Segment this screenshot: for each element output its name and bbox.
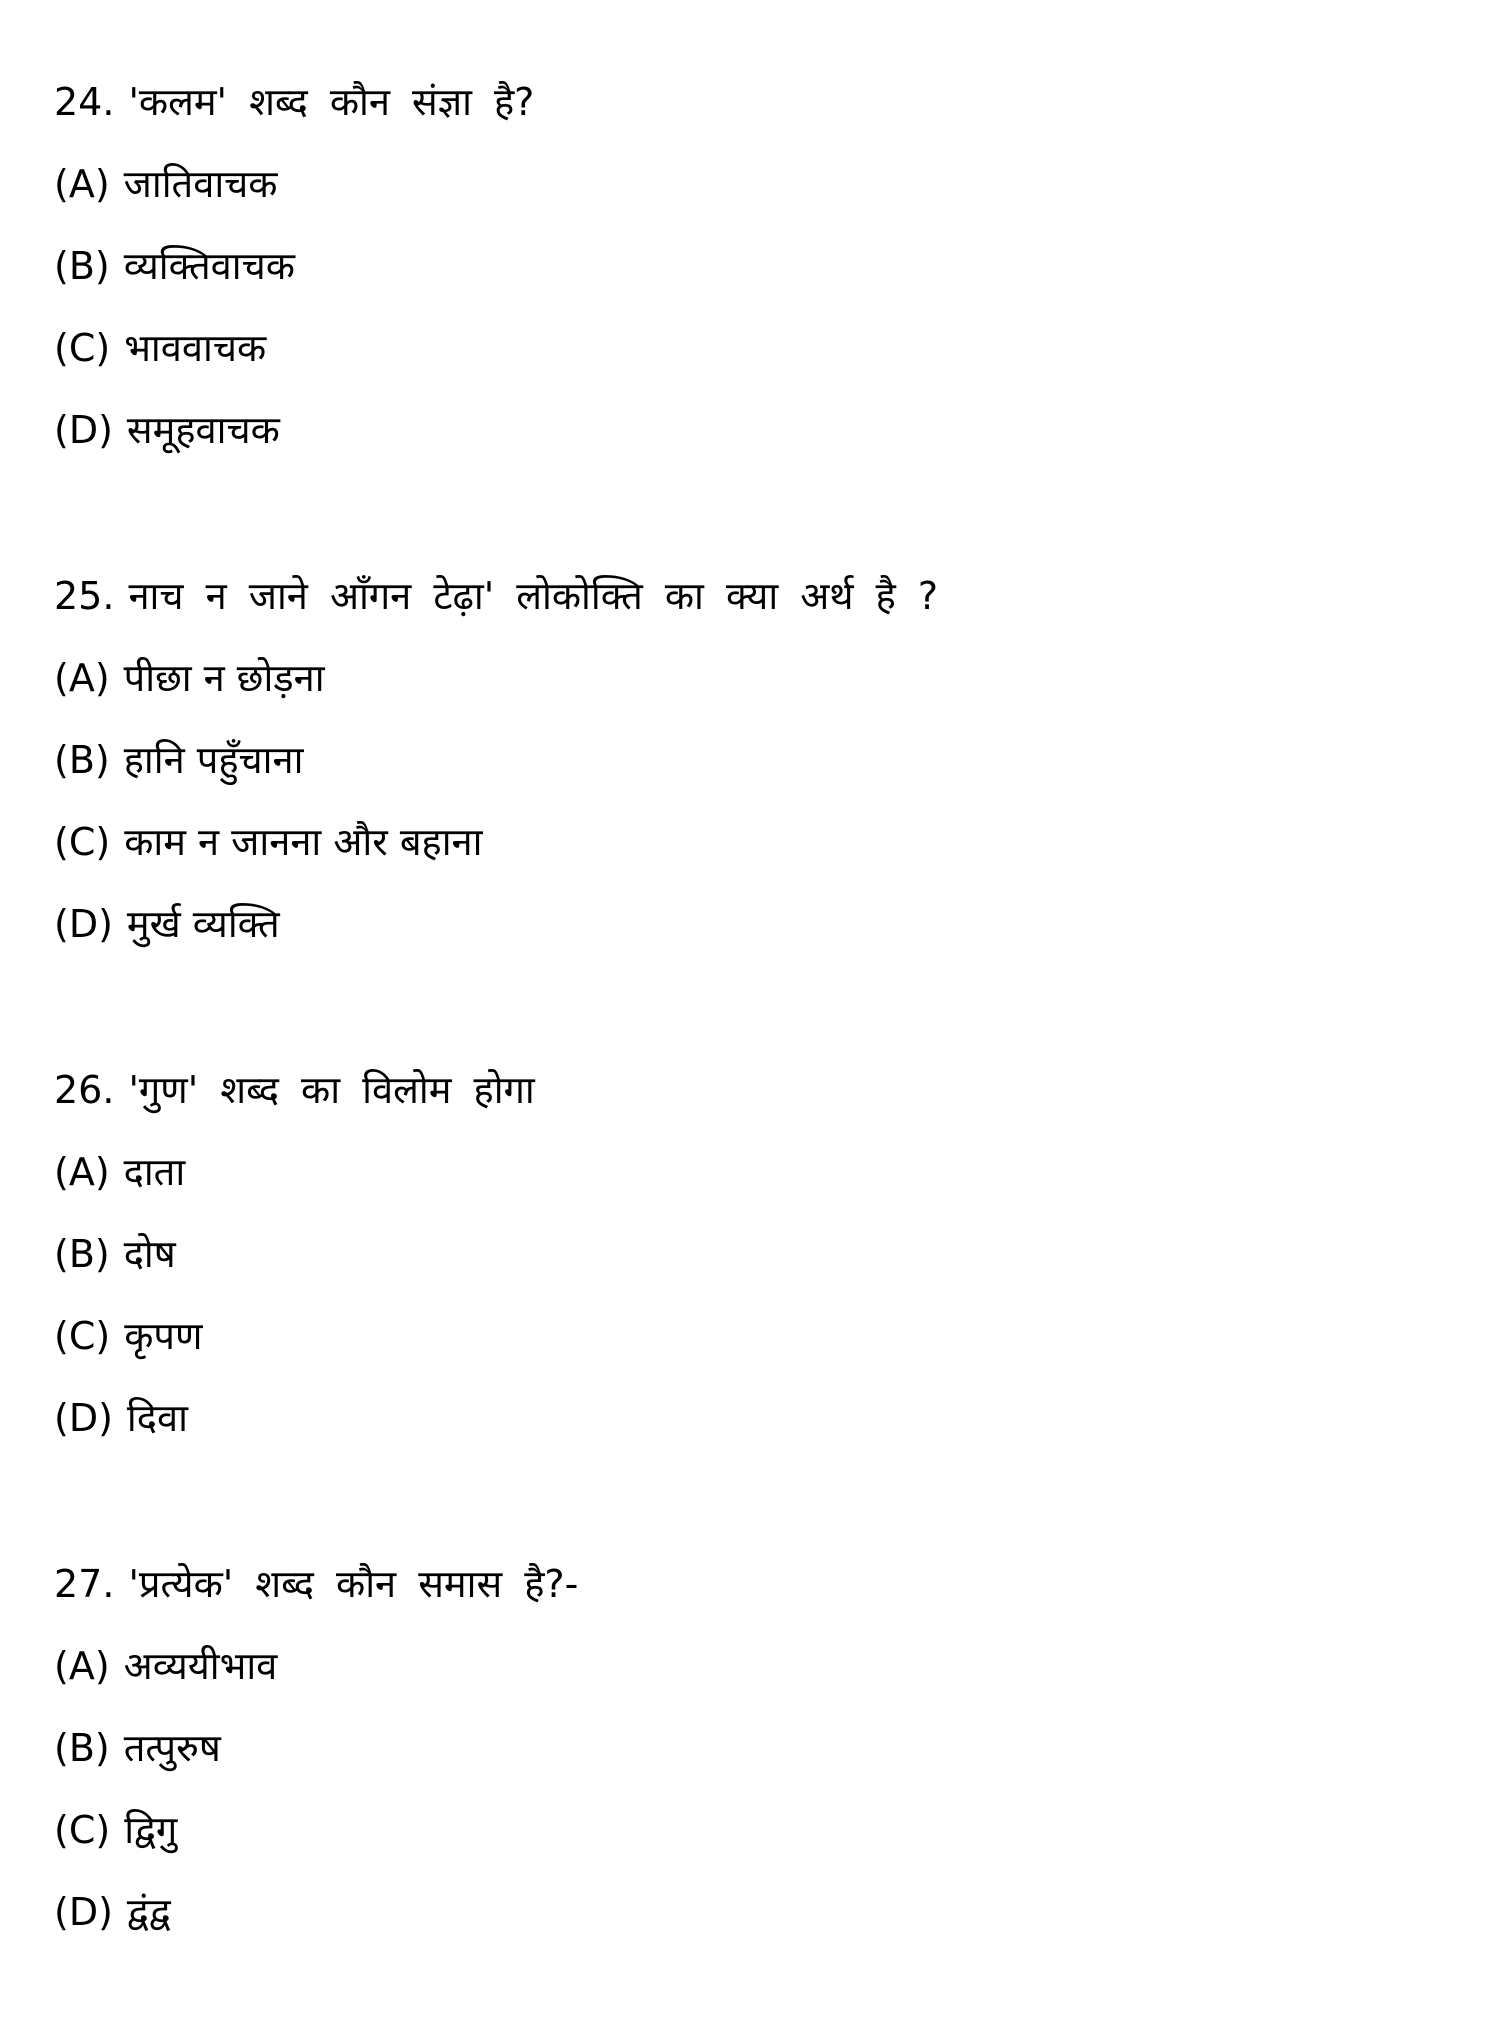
option-label: (B) bbox=[54, 1726, 110, 1770]
option-c bbox=[54, 1306, 1454, 1388]
option-text: भाववाचक bbox=[124, 326, 267, 370]
option-text: द्वंद्व bbox=[126, 1890, 171, 1934]
option-b bbox=[54, 730, 1454, 812]
option-label: (D) bbox=[54, 1890, 113, 1934]
option-a bbox=[54, 1636, 1454, 1718]
question-number: 24. bbox=[54, 80, 115, 124]
option-label: (C) bbox=[54, 820, 111, 864]
question-27 bbox=[54, 1554, 1454, 1964]
option-c bbox=[54, 812, 1454, 894]
option-label: (C) bbox=[54, 1808, 111, 1852]
option-b bbox=[54, 1224, 1454, 1306]
option-text: कृपण bbox=[124, 1314, 203, 1358]
option-label: (A) bbox=[54, 1150, 110, 1194]
option-b bbox=[54, 1718, 1454, 1800]
question-text: नाच न जाने आँगन टेढ़ा' लोकोक्ति का क्या अर्थ है ? bbox=[128, 574, 939, 618]
question-26 bbox=[54, 1060, 1454, 1470]
option-label: (B) bbox=[54, 1232, 110, 1276]
question-stem bbox=[54, 566, 1454, 648]
option-d bbox=[54, 400, 1454, 482]
option-text: दाता bbox=[123, 1150, 186, 1194]
option-c bbox=[54, 1800, 1454, 1882]
option-a bbox=[54, 1142, 1454, 1224]
option-label: (B) bbox=[54, 244, 110, 288]
question-text: 'कलम' शब्द कौन संज्ञा है? bbox=[128, 80, 535, 124]
option-label: (C) bbox=[54, 326, 111, 370]
option-b bbox=[54, 236, 1454, 318]
option-text: जातिवाचक bbox=[123, 162, 278, 206]
option-text: तत्पुरुष bbox=[123, 1726, 221, 1770]
option-text: काम न जानना और बहाना bbox=[124, 820, 483, 864]
question-stem bbox=[54, 1060, 1454, 1142]
option-text: दिवा bbox=[126, 1396, 188, 1440]
question-stem bbox=[54, 72, 1454, 154]
option-label: (D) bbox=[54, 1396, 113, 1440]
question-number: 26. bbox=[54, 1068, 115, 1112]
question-text: 'गुण' शब्द का विलोम होगा bbox=[128, 1068, 535, 1112]
question-25 bbox=[54, 566, 1454, 976]
option-label: (A) bbox=[54, 162, 110, 206]
question-24 bbox=[54, 72, 1454, 482]
option-text: पीछा न छोड़ना bbox=[123, 656, 325, 700]
option-text: द्विगु bbox=[124, 1808, 178, 1852]
option-c bbox=[54, 318, 1454, 400]
option-d bbox=[54, 894, 1454, 976]
option-text: दोष bbox=[123, 1232, 176, 1276]
option-text: व्यक्तिवाचक bbox=[123, 244, 295, 288]
option-text: समूहवाचक bbox=[126, 408, 280, 452]
option-a bbox=[54, 154, 1454, 236]
option-label: (A) bbox=[54, 1644, 110, 1688]
option-a bbox=[54, 648, 1454, 730]
option-d bbox=[54, 1388, 1454, 1470]
option-label: (D) bbox=[54, 408, 113, 452]
question-number: 25. bbox=[54, 574, 115, 618]
option-label: (B) bbox=[54, 738, 110, 782]
question-number: 27. bbox=[54, 1562, 115, 1606]
question-stem bbox=[54, 1554, 1454, 1636]
option-label: (C) bbox=[54, 1314, 111, 1358]
option-label: (A) bbox=[54, 656, 110, 700]
option-text: मुर्ख व्यक्ति bbox=[126, 902, 280, 946]
option-text: अव्ययीभाव bbox=[123, 1644, 278, 1688]
option-d bbox=[54, 1882, 1454, 1964]
option-label: (D) bbox=[54, 902, 113, 946]
question-text: 'प्रत्येक' शब्द कौन समास है?- bbox=[128, 1562, 579, 1606]
option-text: हानि पहुँचाना bbox=[123, 738, 304, 782]
